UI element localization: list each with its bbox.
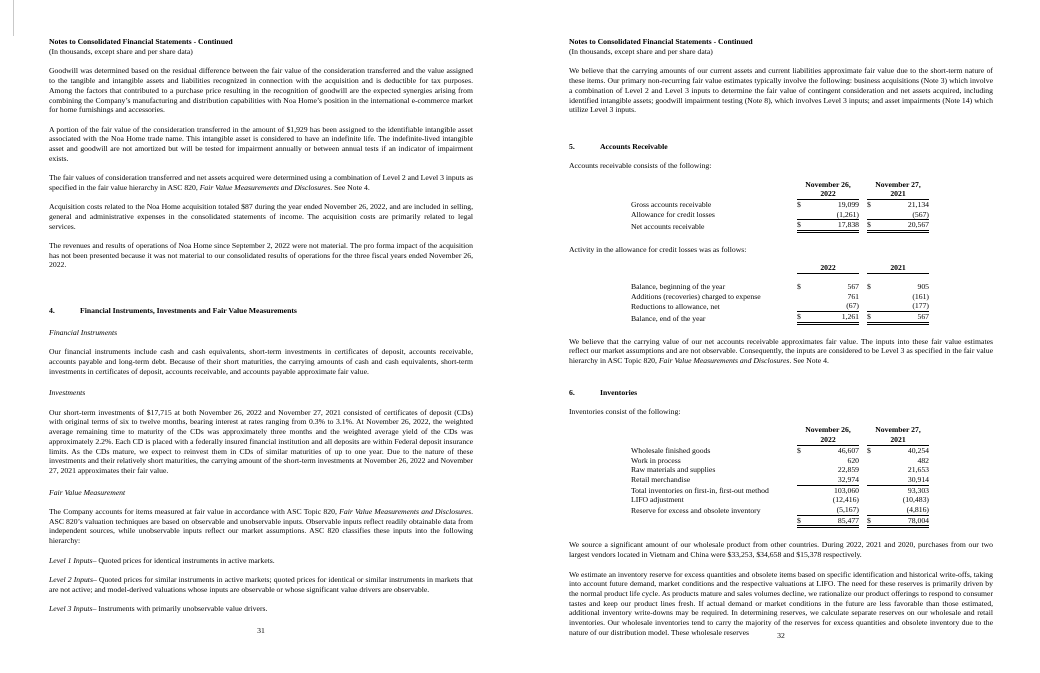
table-header-row xyxy=(631,425,929,445)
paragraph-level3: Level 3 Inputs– Instruments with primarily unobservable value drivers. xyxy=(49,604,268,613)
paragraph-ar-intro: Accounts receivable consists of the following: xyxy=(569,161,712,171)
table-row: LIFO adjustment (12,416) (10,483) xyxy=(631,495,929,505)
document-title: Notes to Consolidated Financial Statements - Continued xyxy=(569,37,753,46)
column-header: November 27, 2021 xyxy=(867,180,929,200)
paragraph-intangible: A portion of the fair value of the consideration transferred in the amount of $1,929 has been assigned to the identifiable intangible asset associated with the Noa Home trade name. This intangible asset is considered to have an indefinite life. The indefinite-lived intangible asset and goodwill are not amortized but will be tested for impairment annually or between annual tests if an indicator of impairment exists. xyxy=(49,124,473,163)
paragraph-level2: Level 2 Inputs– Quoted prices for similar instruments in active markets; quoted prices for identical or similar instruments in markets that are not active; and model-derived valuations whose inputs are observable or whose significant value drivers are observable. xyxy=(49,574,474,594)
paragraph-asc820: The Company accounts for items measured at fair value in accordance with ASC Topic 820, Fair Value Measurements and Disclosures. ASC 820’s valuation techniques are based on observable and unobservable inputs. Observable inputs reflect readily obtainable data from independent sources, while unobservable inputs reflect our market assumptions. ASC 820 classifies these inputs into the following hierarchy: xyxy=(49,507,473,546)
page-32 xyxy=(569,0,993,673)
section-title: Financial Instruments, Investments and Fair Value Measurements xyxy=(80,306,297,316)
table-row: Reserve for excess and obsolete inventory (5,167) (4,816) xyxy=(631,505,929,515)
section-number: 6. xyxy=(569,387,575,397)
paragraph-activity-intro: Activity in the allowance for credit losses was as follows: xyxy=(569,245,747,255)
table-row: Gross accounts receivable $ 19,099 $ 21,134 xyxy=(631,199,929,209)
inventories-table xyxy=(631,425,929,528)
scan-artifact-line xyxy=(13,0,14,36)
accounts-receivable-table xyxy=(631,180,929,234)
subheading-investments: Investments xyxy=(49,388,86,398)
page-31 xyxy=(49,0,473,673)
table-header-row xyxy=(631,263,929,273)
table-row: Reductions to allowance, net (67) (177) xyxy=(631,301,929,311)
column-header: November 26, 2022 xyxy=(797,425,859,445)
document-title: Notes to Consolidated Financial Statements - Continued xyxy=(49,37,233,46)
paragraph-carrying-amounts: We believe that the carrying amounts of our current assets and current liabilities approximate fair value due to the short-term nature of these items. Our primary non-recurring fair value estimates typically involve the following: business acquisitions (Note 3) which involve a combination of Level 2 and Level 3 inputs to determine the fair value of contingent consideration and net assets acquired, including identified intangible assets; goodwill impairment testing (Note 8), which involves Level 3 inputs; and asset impairments (Note 14) which utilize Level 3 inputs. xyxy=(569,66,993,115)
section-title: Accounts Receivable xyxy=(600,141,668,151)
table-row: Additions (recoveries) charged to expense 761 (161) xyxy=(631,291,929,301)
column-header: November 26, 2022 xyxy=(797,180,859,200)
section-title: Inventories xyxy=(600,387,638,397)
table-total-row: Net accounts receivable $ 17,838 $ 20,567 xyxy=(631,220,929,231)
table-row: Balance, beginning of the year $ 567 $ 905 xyxy=(631,281,929,291)
paragraph-vendors: We source a significant amount of our wholesale product from other countries. During 2022, 2021 and 2020, purchases from our two largest vendors located in Vietnam and China were $33,253, $34,658 and $15,378 respectively. xyxy=(569,540,993,560)
page-number-32: 32 xyxy=(777,631,785,640)
subheading-fair-value-measurement: Fair Value Measurement xyxy=(49,487,126,497)
paragraph-revenues: The revenues and results of operations of Noa Home since September 2, 2022 were not material. The pro forma impact of the acquisition has not been presented because it was not material to our consolidated results of operations for the three fiscal years ended November 26, 2022. xyxy=(49,241,473,270)
paragraph-fair-values: The fair values of consideration transferred and net assets acquired were determined using a combination of Level 2 and Level 3 inputs as specified in the fair value hierarchy in ASC 820, Fair Value Measurements and Disclosures. See Note 4. xyxy=(49,173,473,192)
paragraph-carrying-value: We believe that the carrying value of our net accounts receivable approximates fair value. The inputs into these fair value estimates reflect our market assumptions and are not observable. Consequently, the inputs are considered to be Level 3 as specified in the fair value hierarchy in ASC Topic 820, Fair Value Measurements and Disclosures. See Note 4. xyxy=(569,336,993,366)
document-subtitle: (In thousands, except share and per share data) xyxy=(569,46,713,56)
section-heading-5 xyxy=(569,142,993,152)
document-subtitle: (In thousands, except share and per share data) xyxy=(49,46,193,56)
section-number: 4. xyxy=(49,306,55,316)
column-header: November 27, 2021 xyxy=(867,425,929,445)
paragraph-goodwill: Goodwill was determined based on the residual difference between the fair value of the consideration transferred and the value assigned to the tangible and intangible assets and liabilities recognized in connection with the acquisition and is deductible for tax purposes. Among the factors that contributed to a purchase price resulting in the recognition of goodwill are the expected synergies arising from combining the Company’s manufacturing and distribution capabilities with Noa Home’s position in the international e-commerce market for home furnishings and accessories. xyxy=(49,66,473,115)
section-number: 5. xyxy=(569,141,575,151)
paragraph-inventory-reserve: We estimate an inventory reserve for excess quantities and obsolete items based on specific identification and historical write-offs, taking into account future demand, market conditions and the respective valuations at LIFO. The need for these reserves is primarily driven by the normal product life cycle. As products mature and sales volumes decline, we rationalize our product offerings to respond to consumer tastes and keep our product lines fresh. If actual demand or market conditions in the future are less favorable than those estimated, additional inventory write-downs may be required. In determining reserves, we calculate separate reserves on our wholesale and retail inventories. Our wholesale inventories tend to carry the majority of the reserves for excess quantities and obsolete inventory due to the nature of our distribution model. These wholesale reserves xyxy=(569,569,993,637)
table-row: Raw materials and supplies 22,859 21,653 xyxy=(631,465,929,475)
table-total-row: Balance, end of the year $ 1,261 $ 567 xyxy=(631,312,929,323)
table-total-row: $ 85,477 $ 78,004 xyxy=(631,515,929,527)
table-header-row xyxy=(631,180,929,200)
paragraph-inventories-intro: Inventories consist of the following: xyxy=(569,407,681,417)
paragraph-investments: Our short-term investments of $17,715 at both November 26, 2022 and November 27, 2021 consisted of certificates of deposit (CDs) with original terms of six to twelve months, bearing interest at rates ranging from 0.3% to 3.1%. At November 26, 2022, the weighted average remaining time to maturity of the CDs was approximately three months and the weighted average yield of the CDs was approximately 2.2%. Each CD is placed with a federally insured financial institution and all deposits are within Federal deposit insurance limits. As the CDs mature, we expect to reinvest them in CDs of similar maturities of up to one year. Due to the nature of these investments and their relatively short maturities, the carrying amount of the short-term investments at November 26, 2022 and November 27, 2021 approximates their fair value. xyxy=(49,407,473,475)
table-row: Work in process 620 482 xyxy=(631,455,929,465)
column-header: 2021 xyxy=(867,263,929,273)
table-row: Allowance for credit losses (1,261) (567) xyxy=(631,209,929,220)
subheading-financial-instruments: Financial Instruments xyxy=(49,327,118,337)
column-header: 2022 xyxy=(797,263,859,273)
section-heading-4 xyxy=(49,306,473,316)
paragraph-financial-instruments: Our financial instruments include cash and cash equivalents, short-term investments in certificates of deposit, accounts receivable, accounts payable and long-term debt. Because of their short maturities, the carrying amounts of cash and cash equivalents, short-term investments in certificates of deposit, accounts receivable, and accounts payable approximate fair value. xyxy=(49,347,473,376)
table-row: Retail merchandise 32,974 30,914 xyxy=(631,474,929,485)
paragraph-acquisition-costs: Acquisition costs related to the Noa Home acquisition totaled $87 during the year ended November 26, 2022, and are included in selling, general and administrative expenses in the consolidated statements of income. The acquisition costs are primarily related to legal services. xyxy=(49,202,473,231)
spacer-row xyxy=(631,273,929,282)
section-heading-6 xyxy=(569,388,993,398)
allowance-activity-table xyxy=(631,263,929,325)
table-subtotal-row: Total inventories on first-in, first-out method 103,060 93,303 xyxy=(631,485,929,495)
table-row: Wholesale finished goods $ 46,607 $ 40,254 xyxy=(631,445,929,455)
page-number-31: 31 xyxy=(257,626,265,635)
paragraph-level1: Level 1 Inputs– Quoted prices for identical instruments in active markets. xyxy=(49,555,275,565)
